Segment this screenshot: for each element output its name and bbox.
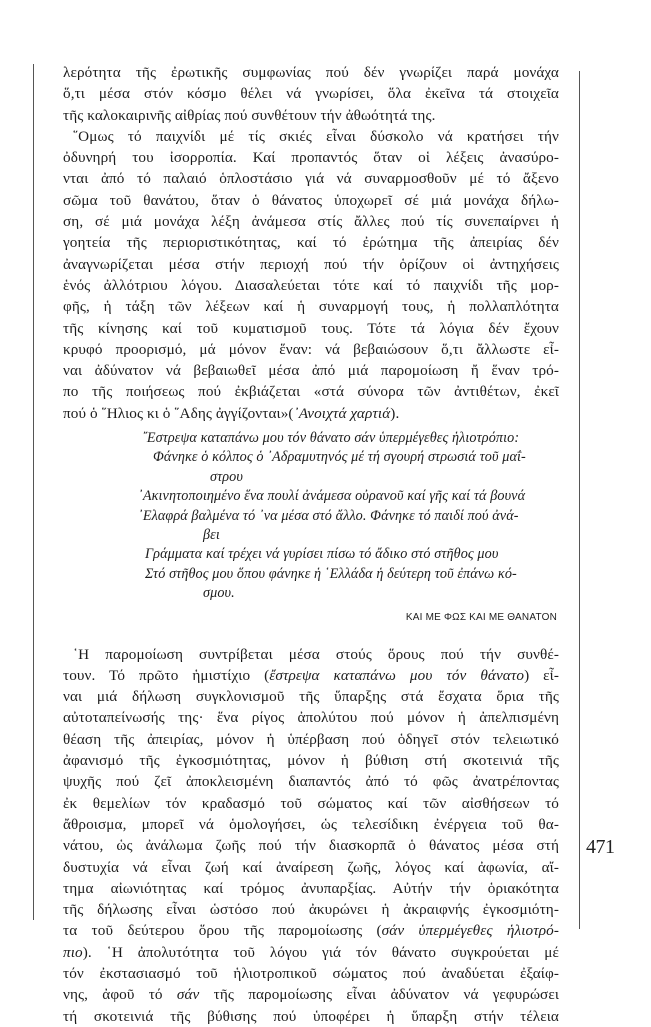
quoted-verse: σάν ὑπερμέγεθες ἡλιοτρό- (381, 922, 559, 940)
text-line: ναι ἀδύνατον νά βεβαιωθεῖ μέσα ἀπό μιά παρομοίωση ἤ ἕναν τρό- (63, 362, 559, 380)
text-line: ἀφανισμό τῆς ἐγκοσμιότητας, μόνον ἡ βύθιση στή σκοτεινιά τῆς (63, 752, 559, 770)
text-line: τή σκοτεινιά τῆς βύθισης πού ὑποφέρει ἡ ὕπαρξη στήν τέλεια (63, 1007, 559, 1025)
poem-line: ᾿Ακινητοποιημένο ἕνα πουλί ἀνάμεσα οὐρανοῦ καί γῆς καί τά βουνά (138, 488, 526, 505)
text-line (63, 984, 559, 1005)
text-line: τημα αἰωνιότητας καί τρόμος ἀνυπαρξίας. Αὐτήν τήν ὁριακότητα (63, 879, 559, 897)
text-line: φῆς, ἡ τάξη τῶν λέξεων καί ἡ συναρμογή τους, ἡ πολλαπλότητα (63, 298, 559, 316)
paragraph-continuation (63, 62, 559, 126)
text-fragment: πού ὁ ῞Ηλιος κι ὁ ῞Αδης ἀγγίζονται»( (63, 404, 294, 422)
text-line (63, 920, 559, 941)
text-line: σῶμα τοῦ θανάτου, ὅταν ὁ θάνατος ὑποχωρεῖ σέ μιά μονάχα δήλω- (63, 191, 559, 209)
text-fragment: τουν. Τό πρῶτο ἡμιστίχιο ( (63, 666, 270, 684)
text-line: νάτου, ὡς ἀνάλωμα ζωῆς πού τήν διασκορπᾶ ὁ θάνατος μέσα στή (63, 837, 559, 855)
text-line: ση, σέ μιά μονάχα λέξη ἀνάμεσα στίς ἄλλες πού τίς συνεπαίρνει ἡ (63, 213, 559, 231)
quoted-word: σάν (176, 986, 200, 1004)
quoted-verse: ἔστρεψα καταπάνω μου τόν θάνατο (269, 666, 525, 684)
text-line: νται ἀπό τό παλαιό ὁπλοστάσιο γιά νά συναρμοσθοῦν μέ τό ἄξενο (63, 170, 559, 188)
text-fragment: τῆς παρομοίωσης εἶναι ἀδύνατον νά γεφυρώσει (199, 986, 560, 1004)
text-line: ἑνός ἀλλότριου λόγου. Διασαλεύεται τότε καί τό παιχνίδι τῆς μορ- (63, 276, 559, 294)
text-line (63, 942, 559, 963)
poem-line: ᾿Ελαφρά βαλμένα τό ᾿να μέσα στό ἄλλο. Φάνηκε τό παιδί πού ἀνά- (138, 507, 519, 524)
text-line: πο τῆς ποιήσεως πού ἐκβιάζεται «στά σύνορα τῶν ἀντιθέτων, ἐκεῖ (63, 383, 559, 401)
paragraph (63, 644, 559, 1027)
poem-source: ΚΑΙ ΜΕ ΦΩΣ ΚΑΙ ΜΕ ΘΑΝΑΤΟΝ (405, 611, 557, 623)
text-line: τῆς δήλωσης εἶναι ὡστόσο πού ἀκυρώνει ἡ ἀκραιφνής ἐγκοσμιότη- (63, 901, 559, 919)
text-line: ὅ,τι μέσα στόν κόσμο θέλει νά γνωρίσει, ὅλα ἐκεῖνα τά στοιχεῖα (63, 85, 559, 103)
text-line: κρυφό προορισμό, μά μόνον ἕναν: νά βεβαιώσουν ὅ,τι ἄλλωστε εἶ- (63, 340, 559, 358)
poem-line-continuation: σμου. (203, 585, 235, 602)
poem-line-continuation: βει (203, 527, 220, 543)
quoted-verse: πιο (63, 943, 83, 961)
text-line: ῾Η παρομοίωση συντρίβεται μέσα στούς ὅρους πού τήν συνθέ- (73, 645, 559, 663)
text-fragment: τα τοῦ δεύτερου ὅρου τῆς παρομοίωσης ( (63, 922, 382, 940)
text-line: γοητεία τῆς περιοριστικότητας, καί τό ἐρώτημα τῆς ἀπειρίας δέν (63, 234, 559, 252)
right-margin-rule (579, 71, 580, 929)
poem-line-continuation: στρου (210, 468, 243, 485)
text-fragment: νης, ἀφοῦ τό (63, 986, 177, 1004)
text-line: θέαση τῆς ἀπειρίας, μόνον ἡ ὑπέρβαση πού ὁδηγεῖ στόν τελειωτικό (63, 730, 559, 748)
text-line: δυστυχία νά εἶναι ζωή καί ἀναίρεση ζωῆς, λόγος καί ἀφωνία, αἴ- (63, 858, 559, 876)
text-line: ναι μιά δήλωση συγκλονισμοῦ τῆς ὕπαρξης στά ἔσχατα ὅρια τῆς (63, 688, 559, 706)
text-line: τόν ἐκστασιασμό τοῦ ἡλιοτροπικοῦ σώματος πού ἀναδύεται ἐξαίφ- (63, 965, 559, 983)
poem-line: ῎Εστρεψα καταπάνω μου τόν θάνατο σάν ὑπερμέγεθες ἡλιοτρόπιο: (142, 430, 520, 447)
poem-line: Φάνηκε ὁ κόλπος ὁ ᾿Αδραμυτηνός μέ τή σγουρή στρωσιά τοῦ μαΐ- (153, 449, 526, 466)
cited-title: ᾿Ανοιχτά χαρτιά (293, 404, 391, 422)
page-number: 471 (586, 836, 615, 858)
poem-line: Γράμματα καί τρέχει νά γυρίσει πίσω τό ἄδικο στό στῆθος μου (145, 546, 499, 563)
text-line (63, 403, 559, 424)
text-line: ἐκ θεμελίων τόν κραδασμό τοῦ σώματος καί τῶν αἰσθήσεων τό (63, 794, 559, 812)
text-line (63, 665, 559, 686)
text-line: τῆς κίνησης καί τοῦ κυματισμοῦ τους. Τότε τά λόγια δέν ἔχουν (63, 319, 559, 337)
text-line: ὀδυνηρή του ἰσορροπία. Καί προπαντός ὅταν οἱ λέξεις ἀνασύρο- (63, 149, 559, 167)
poem-line: Στό στῆθος μου ὅπου φάνηκε ἡ ῾Ελλάδα ἡ δεύτερη τοῦ ἐπάνω κό- (145, 565, 517, 582)
text-fragment: ) εἶ- (524, 666, 559, 684)
spacer (63, 624, 559, 644)
text-column (63, 62, 559, 1027)
poem-quote (63, 429, 559, 624)
text-line: λερότητα τῆς ἐρωτικῆς συμφωνίας πού δέν γνωρίζει παρά μονάχα (63, 64, 559, 81)
paragraph (63, 126, 559, 424)
text-line: αὐτοταπείνωσής της· ἕνα ρίγος ἀπολύτου πού μόνον ἡ ἀπελπισμένη (63, 709, 559, 727)
text-line: ἀναγνωρίζεται μέσα στήν περιοχή πού τήν ὁρίζουν οἱ ἀντηχήσεις (63, 255, 559, 273)
text-line: ῞Ομως τό παιχνίδι μέ τίς σκιές εἶναι δύσκολο νά κρατήσει τήν (73, 127, 559, 145)
text-line: ψυχῆς πού ζεῖ ἀποκλεισμένη διαπαντός ἀπό τό φῶς ἀνατρέποντας (63, 773, 559, 791)
text-fragment: ). ῾Η ἀπολυτότητα τοῦ λόγου γιά τόν θάνατο συγκρούεται μέ (82, 943, 559, 961)
left-margin-rule (33, 64, 34, 920)
text-line: ἄθροισμα, μπορεῖ νά ὁμολογήσει, ὡς τελεσίδικη ἐνέργεια τοῦ θα- (63, 815, 559, 833)
text-line: τῆς καλοκαιρινῆς αἰθρίας πού συνθέτουν τήν ἀθωότητά της. (63, 106, 436, 124)
text-fragment: ). (390, 404, 400, 422)
